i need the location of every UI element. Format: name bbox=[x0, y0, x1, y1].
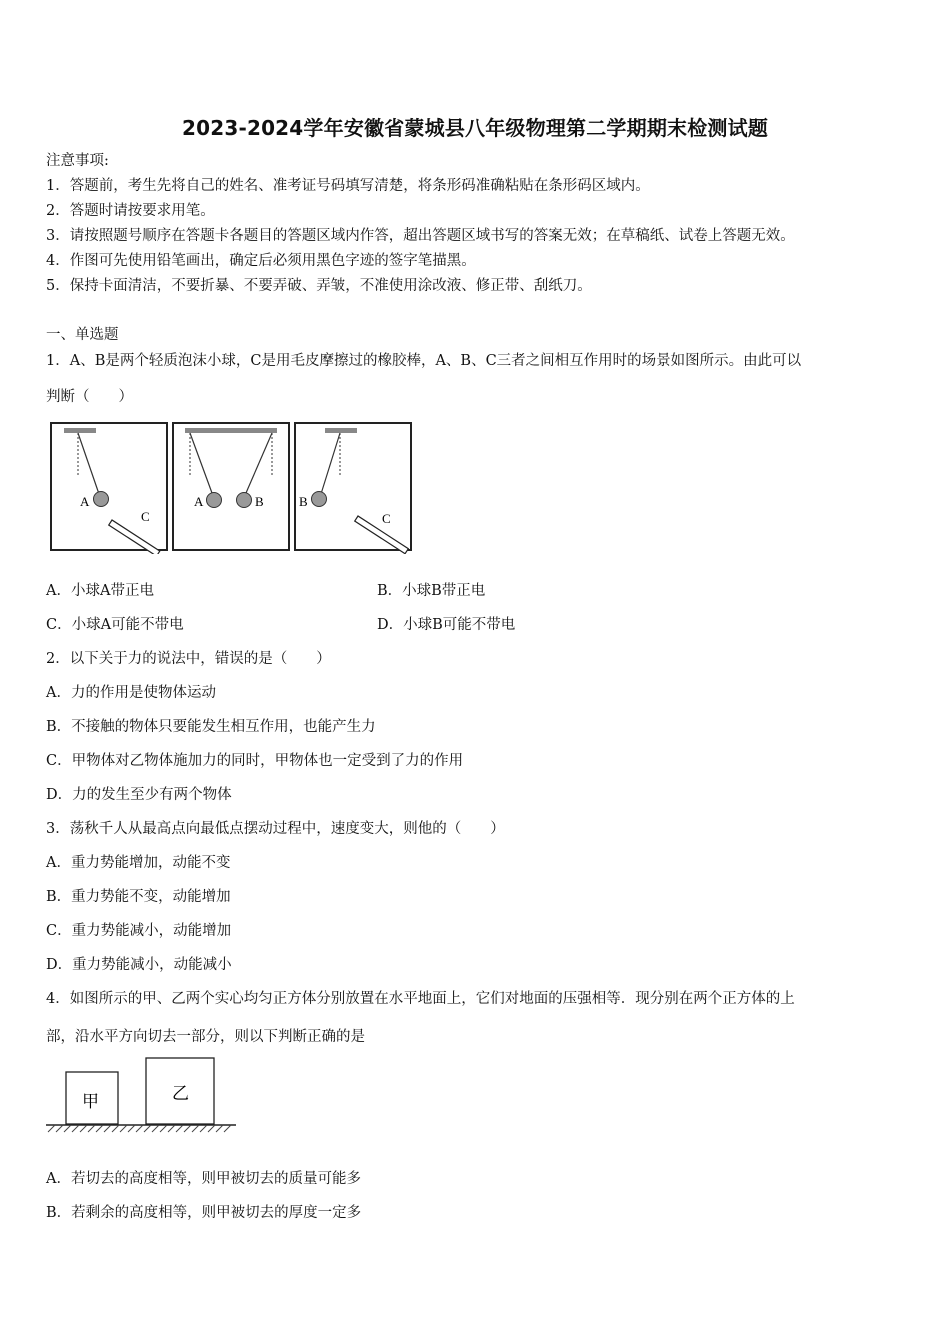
q2-option-b: B．不接触的物体只要能发生相互作用，也能产生力 bbox=[46, 719, 376, 735]
q1-option-b: B．小球B带正电 bbox=[377, 583, 486, 599]
q3-stem: 3．荡秋千人从最高点向最低点摆动过程中，速度变大，则他的（ ） bbox=[46, 821, 505, 837]
label-a: A bbox=[80, 494, 90, 509]
q3-option-d: D．重力势能减小，动能减小 bbox=[46, 957, 232, 973]
q3-option-c: C．重力势能减小，动能增加 bbox=[46, 923, 232, 939]
label-yi: 乙 bbox=[172, 1084, 189, 1104]
q3-option-a: A．重力势能增加，动能不变 bbox=[46, 855, 231, 871]
q4-stem-cont: 部，沿水平方向切去一部分，则以下判断正确的是 bbox=[46, 1029, 365, 1045]
q1-figure bbox=[48, 420, 416, 554]
q4-figure bbox=[44, 1055, 240, 1135]
q1-figure-panel-2 bbox=[173, 423, 289, 550]
q1-option-a: A．小球A带正电 bbox=[46, 583, 154, 599]
label-b: B bbox=[255, 494, 264, 509]
q3-option-b: B．重力势能不变，动能增加 bbox=[46, 889, 231, 905]
q4-option-a: A．若切去的高度相等，则甲被切去的质量可能多 bbox=[46, 1171, 361, 1187]
label-c: C bbox=[141, 509, 150, 524]
q2-stem: 2．以下关于力的说法中，错误的是（ ） bbox=[46, 651, 331, 667]
notice-item: 4．作图可先使用铅笔画出，确定后必须用黑色字迹的签字笔描黑。 bbox=[46, 253, 476, 269]
label-a: A bbox=[194, 494, 204, 509]
notice-item: 2．答题时请按要求用笔。 bbox=[46, 203, 215, 219]
notice-heading: 注意事项: bbox=[46, 153, 109, 169]
q1-option-d: D．小球B可能不带电 bbox=[377, 617, 516, 633]
q1-stem-cont: 判断（ ） bbox=[46, 389, 133, 405]
section-heading: 一、单选题 bbox=[46, 327, 119, 343]
q2-option-c: C．甲物体对乙物体施加力的同时，甲物体也一定受到了力的作用 bbox=[46, 753, 464, 769]
notice-item: 5．保持卡面清洁，不要折暴、不要弄破、弄皱，不准使用涂改液、修正带、刮纸刀。 bbox=[46, 278, 592, 294]
q1-option-c: C．小球A可能不带电 bbox=[46, 617, 184, 633]
q2-option-a: A．力的作用是使物体运动 bbox=[46, 685, 216, 701]
label-c: C bbox=[382, 511, 391, 526]
notice-item: 1．答题前，考生先将自己的姓名、准考证号码填写清楚，将条形码准确粘贴在条形码区域内。 bbox=[46, 178, 650, 194]
q1-figure-panel-1 bbox=[51, 423, 167, 554]
label-b: B bbox=[299, 494, 308, 509]
q1-stem: 1．A、B是两个轻质泡沫小球，C是用毛皮摩擦过的橡胶棒，A、B、C三者之间相互作用时的场景如图所示。由此可以 bbox=[46, 353, 802, 369]
q4-stem: 4．如图所示的甲、乙两个实心均匀正方体分别放置在水平地面上，它们对地面的压强相等．现分别在两个正方体的上 bbox=[46, 991, 795, 1007]
notice-item: 3．请按照题号顺序在答题卡各题目的答题区域内作答，超出答题区域书写的答案无效；在草稿纸、试卷上答题无效。 bbox=[46, 228, 795, 244]
q4-option-b: B．若剩余的高度相等，则甲被切去的厚度一定多 bbox=[46, 1205, 362, 1221]
label-jia: 甲 bbox=[82, 1092, 99, 1112]
page-title: 2023-2024学年安徽省蒙城县八年级物理第二学期期末检测试题 bbox=[181, 116, 769, 140]
q2-option-d: D．力的发生至少有两个物体 bbox=[46, 787, 232, 803]
q1-figure-panel-3 bbox=[295, 423, 411, 554]
